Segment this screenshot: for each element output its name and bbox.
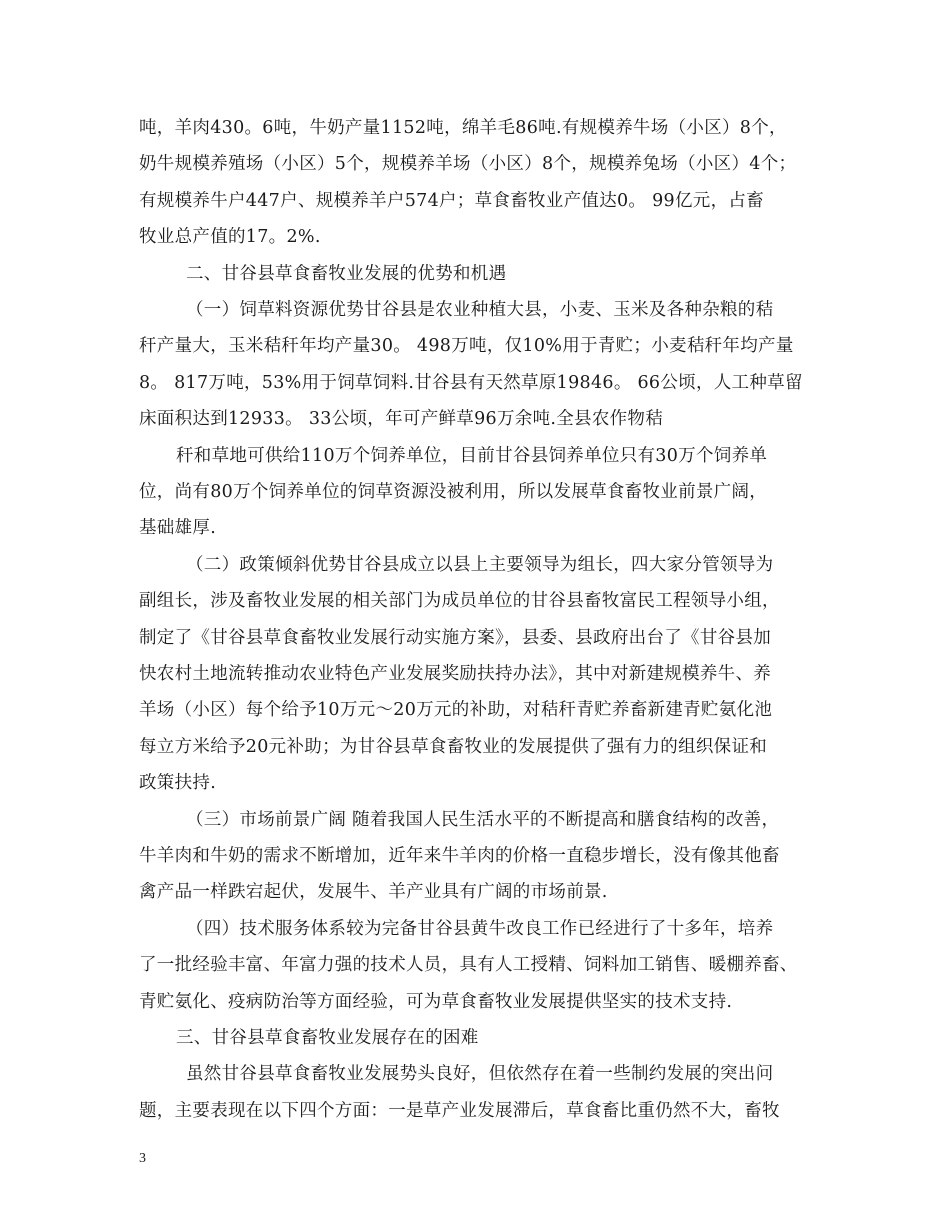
- text-line: （三）市场前景广阔 随着我国人民生活水平的不断提高和膳食结构的改善，: [186, 810, 780, 830]
- text-line: （四）技术服务体系较为完备甘谷县黄牛改良工作已经进行了十多年，培养: [186, 919, 774, 939]
- text-line: 快农村土地流转推动农业特色产业发展奖励扶持办法》，其中对新建规模养牛、养: [139, 664, 772, 684]
- text-line: 吨，羊肉430。6吨，牛奶产量1152吨，绵羊毛86吨.有规模养牛场（小区）8个，: [139, 118, 787, 138]
- text-line: 秆和草地可供给110万个饲养单位，目前甘谷县饲养单位只有30万个饲养单: [176, 446, 768, 466]
- text-line: 基础雄厚.: [139, 518, 217, 538]
- text-line: 禽产品一样跌宕起伏，发展牛、羊产业具有广阔的市场前景.: [139, 882, 608, 902]
- page-number: 3: [139, 1151, 146, 1166]
- text-line: 虽然甘谷县草食畜牧业发展势头良好，但依然存在着一些制约发展的突出问: [186, 1064, 774, 1084]
- text-line: 秆产量大，玉米秸秆年均产量30。 498万吨，仅10%用于青贮；小麦秸秆年均产量: [139, 336, 794, 356]
- text-line: 位，尚有80万个饲养单位的饲草资源没被利用，所以发展草食畜牧业前景广阔，: [139, 482, 768, 502]
- text-line: 羊场（小区）每个给予10万元～20万元的补助，对秸秆青贮养畜新建青贮氨化池: [139, 700, 773, 720]
- text-line: （二）政策倾斜优势甘谷县成立以县上主要领导为组长，四大家分管领导为: [186, 555, 774, 575]
- text-line: 奶牛规模养殖场（小区）5个，规模养羊场（小区）8个，规模养兔场（小区）4个；: [139, 154, 797, 174]
- text-line: 牧业总产值的17。2%.: [139, 227, 321, 247]
- text-line: 题，主要表现在以下四个方面：一是草产业发展滞后，草食畜比重仍然不大，畜牧: [139, 1101, 780, 1121]
- text-line: 8。 817万吨，53%用于饲草饲料.甘谷县有天然草原19846。 66公顷，人工种草留: [139, 373, 803, 393]
- text-line: 每立方米给予20元补助；为甘谷县草食畜牧业的发展提供了强有力的组织保证和: [139, 737, 768, 757]
- section-heading: 二、甘谷县草食畜牧业发展的优势和机遇: [186, 264, 507, 284]
- text-line: 了一批经验丰富、年富力强的技术人员，具有人工授精、饲料加工销售、暖棚养畜、: [139, 955, 798, 975]
- text-line: 床面积达到12933。 33公顷，年可产鲜草96万余吨.全县农作物秸: [139, 409, 664, 429]
- text-line: 副组长，涉及畜牧业发展的相关部门为成员单位的甘谷县畜牧富民工程领导小组，: [139, 591, 780, 611]
- text-line: 政策扶持.: [139, 773, 217, 793]
- text-line: 青贮氨化、疫病防治等方面经验，可为草食畜牧业发展提供坚实的技术支持.: [139, 992, 733, 1012]
- section-heading: 三、甘谷县草食畜牧业发展存在的困难: [176, 1028, 479, 1048]
- text-line: 牛羊肉和牛奶的需求不断增加，近年来牛羊肉的价格一直稳步增长，没有像其他畜: [139, 846, 780, 866]
- text-line: 制定了《甘谷县草食畜牧业发展行动实施方案》，县委、县政府出台了《甘谷县加: [139, 628, 772, 648]
- text-line: 有规模养牛户447户、规模养羊户574户；草食畜牧业产值达0。 99亿元，占畜: [139, 191, 764, 211]
- text-line: （一）饲草料资源优势甘谷县是农业种植大县，小麦、玉米及各种杂粮的秸: [186, 300, 774, 320]
